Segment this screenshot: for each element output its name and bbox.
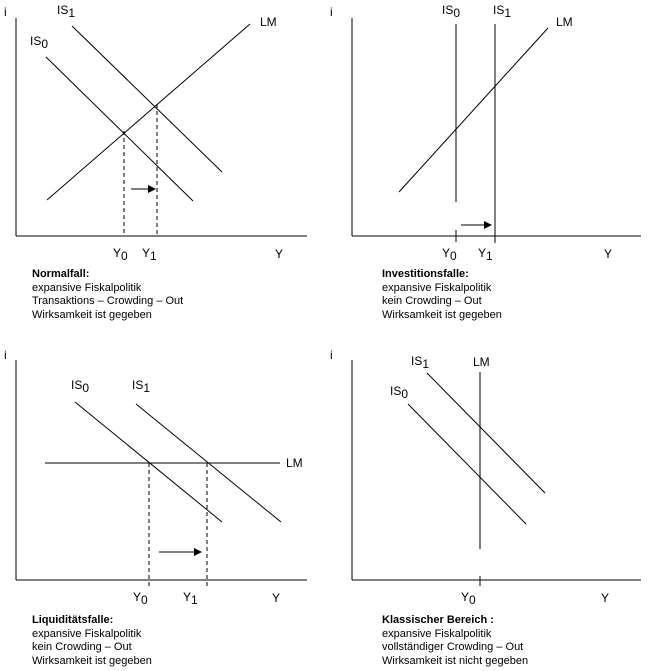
- tick-y1: Y1: [183, 590, 198, 607]
- caption-title: Investitionsfalle:: [382, 268, 469, 280]
- caption-line: vollständiger Crowding – Out: [382, 641, 524, 653]
- y-axis-label: i: [330, 348, 333, 362]
- tick-y0: Y0: [133, 590, 148, 607]
- caption-title: Klassischer Bereich :: [382, 614, 494, 626]
- is0-curve: [408, 404, 526, 524]
- is0-label: IS0: [390, 384, 409, 401]
- caption-klassischer-bereich: [382, 614, 622, 668]
- panel-normalfall: [4, 3, 307, 263]
- panel-investitionsfalle: [330, 3, 641, 263]
- tick-y0: Y0: [442, 246, 457, 263]
- is1-curve: [427, 373, 545, 493]
- is1-curve: [72, 26, 222, 172]
- panel-liquiditaetsfalle: [4, 348, 307, 607]
- tick-y1: Y1: [478, 246, 493, 263]
- is1-label: IS1: [411, 354, 430, 371]
- y-axis-label: i: [4, 5, 7, 19]
- lm-label: LM: [473, 355, 490, 369]
- caption-line: kein Crowding – Out: [382, 295, 482, 307]
- caption-line: Transaktions – Crowding – Out: [32, 295, 184, 307]
- lm-label: LM: [286, 456, 303, 470]
- caption-line: expansive Fiskalpolitik: [32, 281, 142, 294]
- y-axis-label: i: [330, 5, 333, 19]
- lm-curve: [47, 24, 250, 200]
- caption-line: Wirksamkeit ist gegeben: [32, 308, 152, 321]
- x-axis-label: Y: [601, 591, 610, 605]
- tick-y0: Y0: [461, 590, 476, 607]
- lm-label: LM: [556, 15, 573, 29]
- tick-y0: Y0: [113, 246, 128, 263]
- is0-label: IS0: [71, 378, 90, 395]
- is0-curve: [46, 57, 193, 201]
- caption-title: Liquiditätsfalle:: [32, 614, 114, 626]
- x-axis-label: Y: [272, 591, 281, 605]
- is0-label: IS0: [30, 34, 49, 51]
- caption-line: expansive Fiskalpolitik: [382, 281, 492, 294]
- is0-curve: [75, 402, 222, 522]
- is1-label: IS1: [57, 3, 76, 20]
- is1-label: IS1: [493, 3, 512, 20]
- x-axis-label: Y: [275, 247, 284, 261]
- is0-label: IS0: [442, 3, 461, 20]
- x-axis-label: Y: [604, 247, 613, 261]
- caption-line: Wirksamkeit ist gegeben: [382, 308, 502, 321]
- lm-curve: [399, 28, 548, 192]
- caption-liquiditaetsfalle: [32, 614, 272, 668]
- caption-line: Wirksamkeit ist gegeben: [32, 654, 152, 667]
- caption-line: Wirksamkeit ist nicht gegeben: [382, 654, 529, 667]
- is1-label: IS1: [132, 378, 151, 395]
- caption-line: expansive Fiskalpolitik: [32, 627, 142, 640]
- lm-label: LM: [260, 15, 277, 29]
- caption-investitionsfalle: [382, 268, 622, 322]
- caption-title: Normalfall:: [32, 268, 90, 280]
- caption-line: kein Crowding – Out: [32, 641, 132, 653]
- panel-klassischer-bereich: [330, 348, 641, 607]
- caption-normalfall: [32, 268, 272, 322]
- tick-y1: Y1: [142, 246, 157, 263]
- caption-line: expansive Fiskalpolitik: [382, 627, 492, 640]
- y-axis-label: i: [4, 348, 7, 362]
